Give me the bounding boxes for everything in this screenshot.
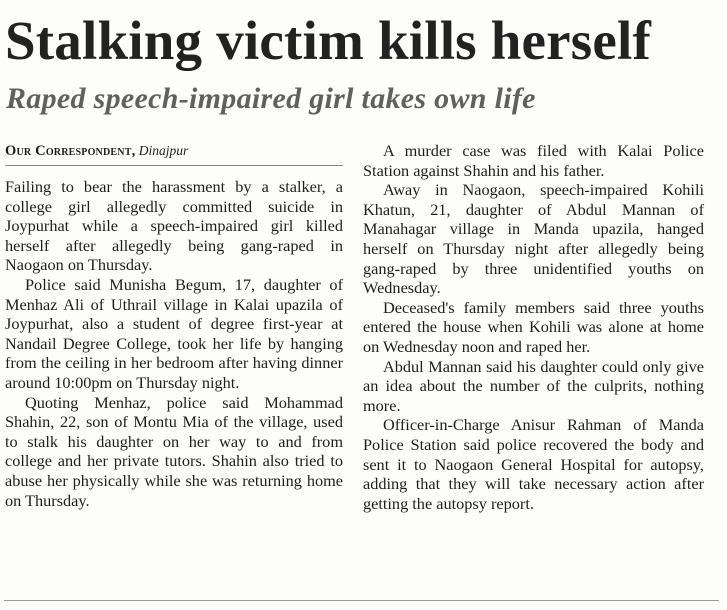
headline: Stalking victim kills herself <box>5 10 651 71</box>
byline-correspondent: Our Correspondent, <box>5 143 136 159</box>
byline <box>5 143 343 166</box>
paragraph-police-said: Police said Munisha Begum, 17, daughter of Menhaz Ali of Uthrail village in Kalai upazila of Joypurhat, also a student of degree first-year at Nandail Degree College, took her life by hanging from the ceiling in her bedroom after having dinner around 10:00pm on Thursday night. <box>5 274 343 392</box>
paragraph-quoting-menhaz: Quoting Menhaz, police said Mohammad Shahin, 22, son of Montu Mia of the village, used to stalk his daughter on her way to and from college and her private tutors. Shahin also tried to abuse her physically while she was returning home on Thursday. <box>5 392 343 510</box>
article-column-right <box>363 141 704 513</box>
paragraph-naogaon: Away in Naogaon, speech-impaired Kohili Khatun, 21, daughter of Abdul Mannan of Manahagar village in Manda upazila, hanged herself on Thursday night after allegedly being gang-raped by three unidentified youths on Wednesday. <box>363 180 704 298</box>
paragraph-officer-in-charge: Officer-in-Charge Anisur Rahman of Manda Police Station said police recovered the body and sent it to Naogaon General Hospital for autopsy, adding that they will take necessary action after getting the autopsy report. <box>363 415 704 513</box>
paragraph-family-members: Deceased's family members said three youths entered the house when Kohili was alone at home on Wednesday noon and raped her. <box>363 297 704 356</box>
bottom-divider <box>4 600 719 601</box>
paragraph-murder-case: A murder case was filed with Kalai Police Station against Shahin and his father. <box>363 141 704 180</box>
byline-place: Dinajpur <box>138 143 189 158</box>
paragraph-intro: Failing to bear the harassment by a stalker, a college girl allegedly committed suicide in Joypurhat while a speech-impaired girl killed herself after allegedly being gang-raped in Naogaon on Thursday. <box>5 177 343 275</box>
subheadline: Raped speech-impaired girl takes own life <box>6 82 536 115</box>
article-column-left <box>5 143 343 510</box>
paragraph-abdul-mannan: Abdul Mannan said his daughter could only give an idea about the number of the culprits, nothing more. <box>363 356 704 415</box>
